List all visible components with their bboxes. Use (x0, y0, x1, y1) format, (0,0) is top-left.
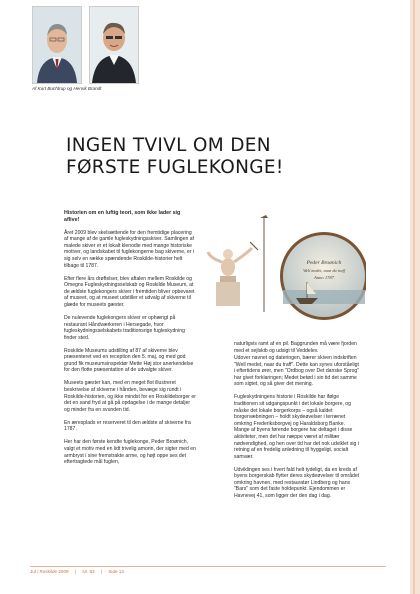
title-line-1: INGEN TVIVL OM DEN (66, 135, 271, 156)
title-line-2: FØRSTE FUGLEKONGE! (66, 157, 284, 178)
cupid-figure (208, 242, 258, 306)
paragraph: Museets gæster kan, med en meget flot illustreret beskrivelse af skiverne i hånden, bevæge sig rundt i Roskilde-historien, og ikke mindst for en Roskildeborger er det en sand fryd at gå på opdagelse i de mange detaljer og minder fra en svunden tid. (64, 380, 196, 413)
article-lead: Historien om en luftig teori, som ikke lader sig aflive! (64, 210, 181, 223)
paragraph: Udviklingen ses i hvert fald helt tydeligt, da en kreds af byens borgerskab flytter deres skydeøvelser til området omkring havnen, med restauratør Lindberg og hans "Bars" som det faste holdepunkt. Ejendommen er Havnevej 41, som ligger der den dag i dag. (234, 466, 360, 500)
author-photo-kurt (32, 6, 82, 84)
footer-divider (30, 566, 386, 567)
page-footer (30, 569, 129, 574)
paragraph: De nulevende fuglekongers skiver er ophængt på restaurant Håndværkeren i Hersegade, hvor fugleskydningsselskabets traditionsrige fugleskydning finder sted. (64, 314, 185, 341)
footer-page: Side 13 (108, 569, 124, 574)
disc-inscription-year: Anno 1787 (313, 275, 335, 280)
disc-inscription-motto: Well medet, naar du traff (303, 268, 345, 273)
footer-separator: | (100, 569, 103, 574)
footer-issue: Jul i Roskilde 2009 (30, 569, 69, 574)
left-column (64, 210, 196, 472)
author-photo-henrik (89, 6, 139, 84)
byline: Af Kurt Buchtrup og Henrik Brandt (32, 86, 102, 91)
disc-inscription-name: Peder Broønich (306, 260, 342, 266)
paragraph: Udover navnet og dateringen, bærer skiven indskriften "Well medet, naar du traff". Dette kan synes uforståeligt i eftertidens ører, men "Ordbog over Det danske Sprog" har givet forklaringen; Medet betød i sin tid det samme som sigtet, og så giver det mening. (234, 355, 360, 388)
footer-number: Nr. 83 (82, 569, 95, 574)
article-title (66, 135, 366, 179)
paragraph: Efter flere års drøftelser, blev aftalen mellem Roskilde og Omegns Fugleskydningsselskab og Roskilde Museum, at de ældste fuglekongers skiver i fremtiden bliver opbevaret af museet, og at museet udstiller et udvalg af skiverne til glæde for museets gæster. (64, 275, 195, 308)
paragraph: Fugleskydningens historie i Roskilde har ifølge traditionen sit udgangspunkt i det lokale borgere, og måske det lokale borgerkorps – også kaldet borgervæbningen – holdt skydeøvelser i terrænet omkring Frederiksborgvej og Haraldsborg Banke. Mange af byens førende borgere har deltaget i disse aktiviteter, men det har næppe været af militær nødvendighed, og hen over tid har det nok udviklet sig i retning af en fredelig anledning til hyggeligt, socialt samvær. (234, 394, 359, 460)
paragraph: Roskilde Museums udstilling af 87 af skiverne blev præsenteret ved en reception den 5. maj, og med god grund fik museumsinspektør Mette Høj stor anerkendelse for den flotte præsentation af de udvalgte skiver. (64, 347, 194, 374)
paragraph: Året 2009 blev skelsættende for den fremtidige placering af mange af de gamle fugleskydningsskiver. Samlingen af malede skiver er et lokalt klenodie med mange historiske motiver, og landskabet til fuglekongerne bag skiverne, er i sig selv en række spændende Roskilde-historier helt tilbage til 1787. (64, 229, 194, 269)
paragraph: Her har den første kendte fuglekonge, Peder Broønich, valgt et motiv med en lidt trivelig amorin, der sigter med en armbryst i sine fremstrakte arme, og højt oppe ses det eftertragtede mål fuglen, (64, 439, 196, 466)
right-column (234, 355, 360, 506)
caption-continuation: naturligvis ramt af en pil. Baggrunden må være fjorden med et sejlskib og udsigt til Veddelev. (234, 341, 357, 354)
paragraph: En æresplads er reserveret til den ældste af skiverne fra 1787. (64, 419, 191, 433)
decorative-side-stripe (390, 0, 420, 594)
target-disc-illustration (206, 212, 366, 332)
footer-separator: | (74, 569, 77, 574)
